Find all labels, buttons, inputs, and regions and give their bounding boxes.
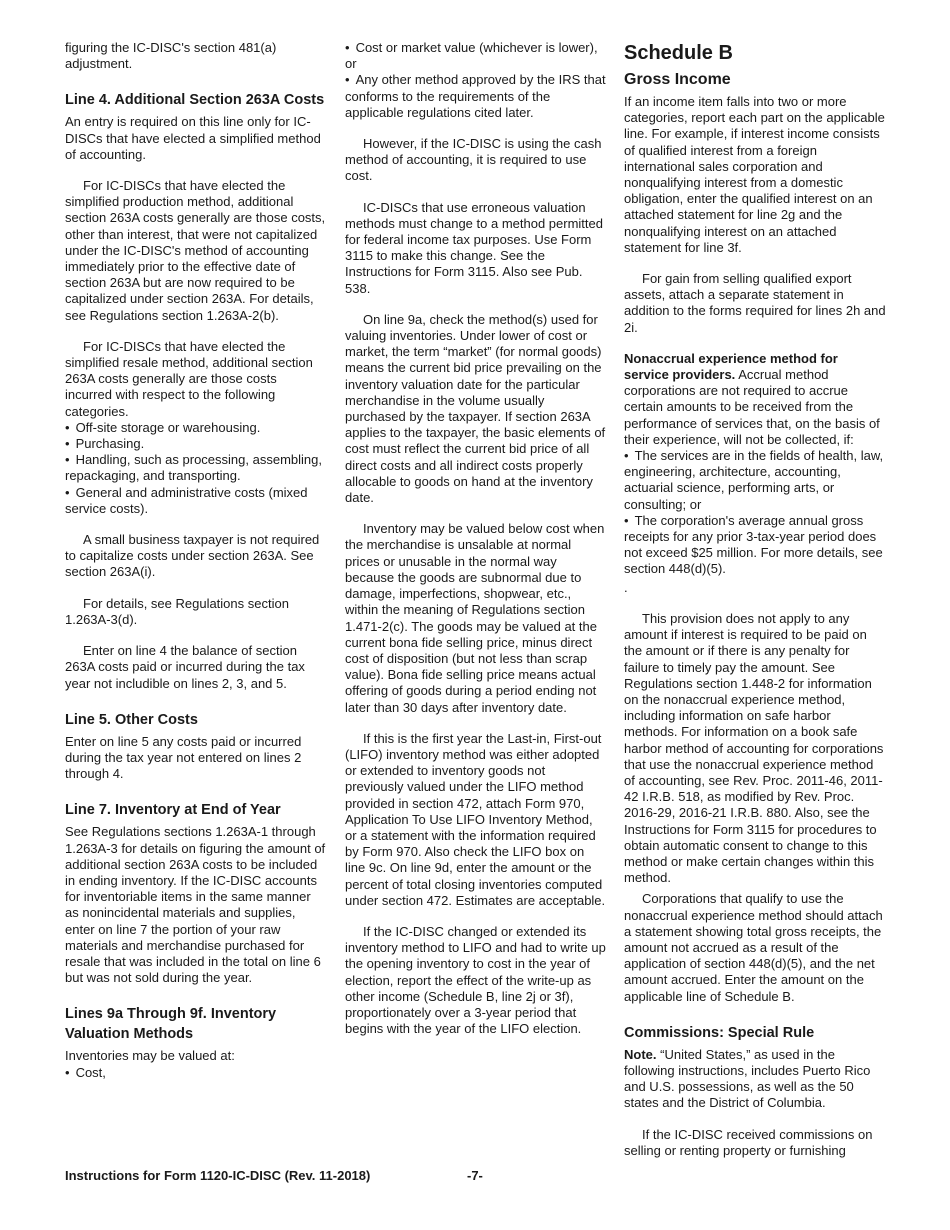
paragraph: figuring the IC-DISC's section 481(a) adjustment. xyxy=(65,40,277,72)
paragraph xyxy=(624,351,886,448)
paragraph: An entry is required on this line only for IC-DISCs that have elected a simplified method of accounting. xyxy=(65,114,321,162)
section-heading-line4: Line 4. Additional Section 263A Costs xyxy=(65,92,325,109)
run-in-heading: Nonaccrual experience method for service providers. xyxy=(624,350,838,383)
list-item: • Purchasing. xyxy=(65,436,327,452)
list-item: • The corporation's average annual gross receipts for any prior 3-tax-year period does not exceed $25 million. For more details, see section 448(d)(5). xyxy=(624,513,886,578)
column-left xyxy=(65,40,327,1081)
paragraph: Inventory may be valued below cost when the merchandise is unsalable at normal prices or unusable in the normal way because the goods are subnormal due to damage, imperfections, shopwear, etc., within the meaning of Regulations section 1.471-2(c). The goods may be valued at the current bona fide selling price, minus direct cost of disposition (but not less than scrap value). Bona fide selling price means actual offering of goods during a period ending not later than 30 days after inventory date. xyxy=(345,521,605,715)
section-heading-commissions: Commissions: Special Rule xyxy=(624,1024,815,1041)
page-number: -7- xyxy=(467,1168,483,1183)
stray-dot: . xyxy=(624,579,628,595)
paragraph: Corporations that qualify to use the nonaccrual experience method should attach a statement showing total gross receipts, the amount not accrued as a result of the application of section 448(d)(5), and the net amount accrued. Enter the amount on the applicable line of Schedule B. xyxy=(624,891,883,1004)
paragraph-text: Accrual method corporations are not required to accrue certain amounts to be received from the performance of services that, on the basis of their experience, will not be collected, if: xyxy=(624,367,880,447)
paragraph: See Regulations sections 1.263A-1 through 1.263A-3 for details on figuring the amount of additional section 263A costs to be included in ending inventory. If the IC-DISC accounts for inventoriable items in the same manner as nonincidental materials and supplies, enter on line 7 the portion of your raw materials and merchandise purchased for resale that was included in the total on line 6 but was not sold during the year. xyxy=(65,824,326,986)
paragraph: On line 9a, check the method(s) used for valuing inventories. Under lower of cost or market, the term “market” (for normal goods) means the current bid price prevailing on the inventory valuation date for the particular merchandise in the volume usually purchased by the taxpayer. If section 263A applies to the taxpayer, the basic elements of cost must reflect the current bid price of all direct costs and all indirect costs properly allocable to goods on hand at the inventory date. xyxy=(345,311,606,506)
paragraph: IC-DISCs that use erroneous valuation methods must change to a method permitted for federal income tax purposes. Use Form 3115 to make this change. See the Instructions for Form 3115. Also see Pub. 538. xyxy=(345,199,603,296)
list-item: • The services are in the fields of health, law, engineering, architecture, accounting, actuarial science, performing arts, or consulting; or xyxy=(624,448,886,513)
paragraph: Enter on line 5 any costs paid or incurred during the tax year not entered on lines 2 through 4. xyxy=(65,733,302,782)
list-item: • General and administrative costs (mixed service costs). xyxy=(65,485,327,517)
list-item: • Cost or market value (whichever is lower), or xyxy=(345,40,607,72)
paragraph: If an income item falls into two or more categories, report each part on the applicable line. For example, if interest income consists of qualified interest from a foreign international sales corporation and nonqualifying interest from a domestic obligation, enter the qualified interest on an attached statement for line 2g and the nonqualifying interest on an attached statement for line 3f. xyxy=(624,94,885,255)
paragraph: For IC-DISCs that have elected the simplified production method, additional section 263A costs generally are those costs, other than interest, that were not capitalized under the IC-DISC's method of accounting immediately prior to the effective date of section 263A but are now required to be capitalized under section 263A. For details, see Regulations section 1.263A-2(b). xyxy=(65,178,326,323)
paragraph: For gain from selling qualified export assets, attach a separate statement in addition to the forms required for lines 2h and 2i. xyxy=(624,271,886,335)
paragraph: If this is the first year the Last-in, First-out (LIFO) inventory method was either adopted or extended to inventory goods not previously valued under the LIFO method provided in section 472, attach Form 970, Application To Use LIFO Inventory Method, or a statement with the information required by Form 970. Also check the LIFO box on line 9c. On line 9d, enter the amount or the percent of total closing inventories computed under section 472. Estimates are acceptable. xyxy=(345,730,606,908)
paragraph: However, if the IC-DISC is using the cash method of accounting, it is required to use cost. xyxy=(345,136,602,184)
note-label: Note. xyxy=(624,1046,657,1062)
section-heading-line7: Line 7. Inventory at End of Year xyxy=(65,802,281,819)
paragraph: Enter on line 4 the balance of section 263A costs paid or incurred during the tax year not includible on lines 2, 3, and 5. xyxy=(65,643,305,691)
paragraph-text: “United States,” as used in the following instructions, includes Puerto Rico and U.S. possessions, as well as the 50 states and the District of Columbia. xyxy=(624,1046,871,1111)
column-right xyxy=(624,40,886,1159)
footer-title: Instructions for Form 1120-IC-DISC (Rev. 11-2018) xyxy=(65,1168,371,1183)
section-heading-line9: Lines 9a Through 9f. Inventory Valuation Methods xyxy=(65,1006,277,1043)
paragraph: Inventories may be valued at: xyxy=(65,1048,235,1064)
paragraph: A small business taxpayer is not required to capitalize costs under section 263A. See section 263A(i). xyxy=(65,532,320,580)
section-heading-line5: Line 5. Other Costs xyxy=(65,711,198,728)
list-item: • Handling, such as processing, assembling, repackaging, and transporting. xyxy=(65,452,327,484)
subsection-heading: Gross Income xyxy=(624,71,731,88)
paragraph: For details, see Regulations section 1.263A-3(d). xyxy=(65,595,289,627)
paragraph xyxy=(624,1047,886,1112)
list-item: • Off-site storage or warehousing. xyxy=(65,420,327,436)
paragraph: This provision does not apply to any amount if interest is required to be paid on the amount or if there is any penalty for failure to timely pay the amount. See Regulations section 1.448-2 for information on the nonaccrual experience method, including information on safe harbor methods. For information on a book safe harbor method of accounting for corporations that use the nonaccrual experience method of accounting, see Rev. Proc. 2011-46, 2011-42 I.R.B. 518, as modified by Rev. Proc. 2016-29, 2016-21 I.R.B. 880. Also, see the Instructions for Form 3115 for procedures to obtain automatic consent to change to this method or make certain changes within this method. xyxy=(624,610,884,886)
paragraph: If the IC-DISC received commissions on selling or renting property or furnishing xyxy=(624,1126,873,1158)
list-item: • Any other method approved by the IRS that conforms to the requirements of the applicable regulations cited later. xyxy=(345,72,607,121)
paragraph: If the IC-DISC changed or extended its inventory method to LIFO and had to write up the opening inventory to cost in the year of election, report the effect of the write-up as other income (Schedule B, line 2j or 3f), proportionately over a 3-year period that begins with the year of the LIFO election. xyxy=(345,923,606,1037)
schedule-heading: Schedule B xyxy=(624,42,733,64)
column-middle xyxy=(345,40,607,1037)
paragraph: For IC-DISCs that have elected the simplified resale method, additional section 263A costs generally are those costs incurred with respect to the following categories. xyxy=(65,338,313,419)
list-item: • Cost, xyxy=(65,1065,327,1081)
